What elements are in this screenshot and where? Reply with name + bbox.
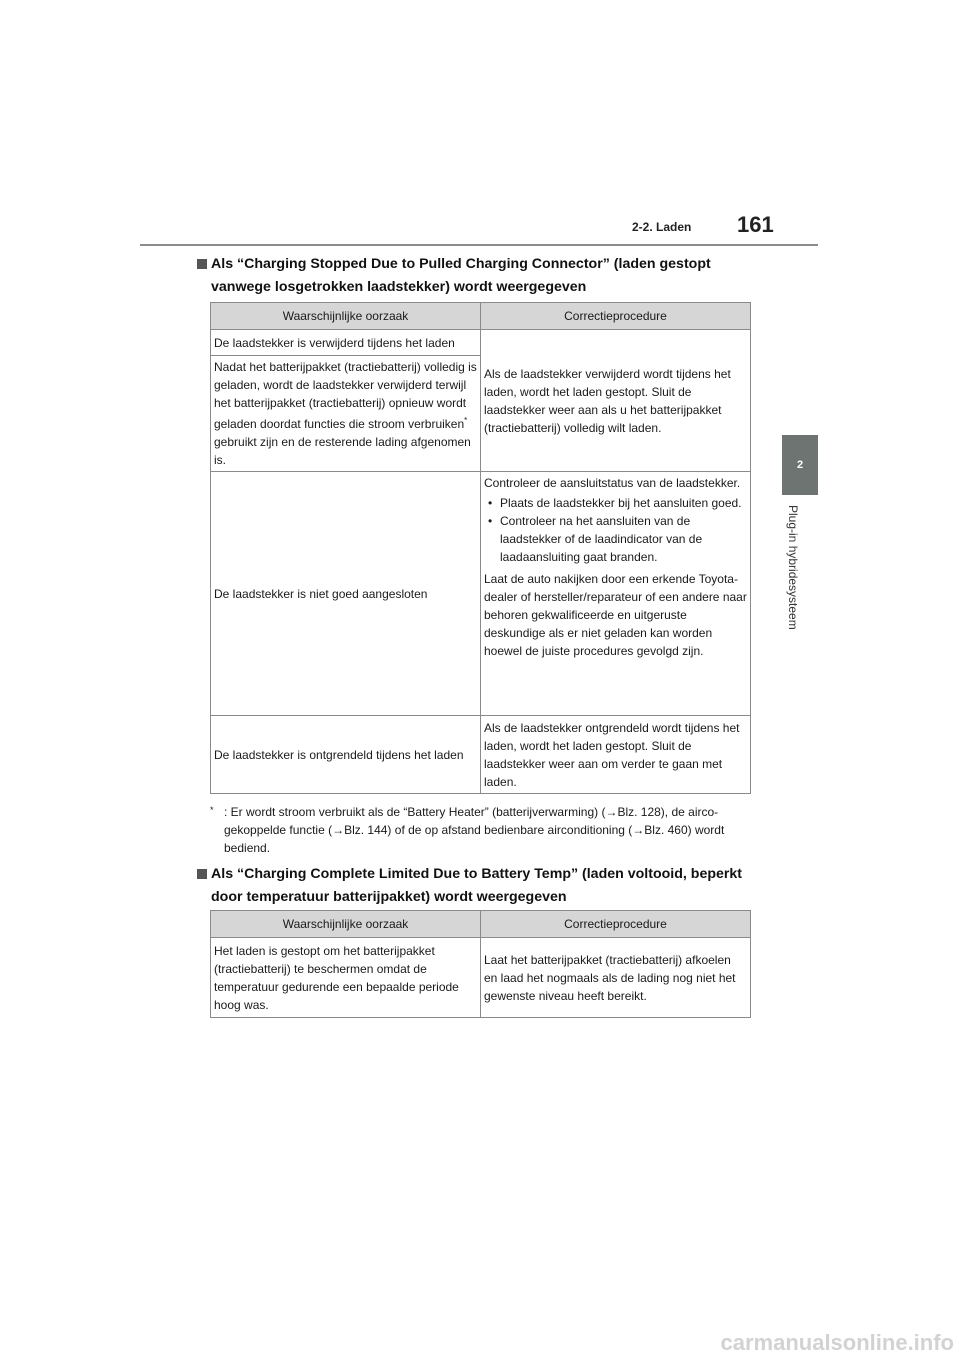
footnote-ref: * — [464, 416, 468, 425]
procedure-intro: Controleer de aansluitstatus van de laadstekker. — [484, 476, 741, 490]
cause-cell: De laadstekker is verwijderd tijdens het laden — [211, 330, 481, 356]
procedure-list — [484, 494, 747, 566]
table-row — [211, 472, 751, 716]
list-item: • Controleer na het aansluiten van de laadstekker of de laadindicator van de laadaansluiting gaat branden. — [500, 512, 747, 566]
square-bullet-icon — [197, 869, 207, 879]
section-title: 2-2. Laden — [632, 220, 692, 234]
table-row — [211, 716, 751, 794]
procedure-cell: Laat het batterijpakket (tractiebatterij) afkoelen en laad het nogmaals als de lading nog niet het gewenste niveau heeft bereikt. — [481, 938, 751, 1018]
page-number: 161 — [737, 212, 774, 237]
procedure-cell: Als de laadstekker ontgrendeld wordt tijdens het laden, wordt het laden gestopt. Sluit de laadstekker weer aan om verder te gaan met laden. — [481, 716, 751, 794]
watermark — [0, 1332, 960, 1358]
cause-text: gebruikt zijn en de resterende lading afgenomen is. — [214, 435, 471, 467]
procedure-cell: Als de laadstekker verwijderd wordt tijdens het laden, wordt het laden gestopt. Sluit de laadstekker weer aan als u het batterijpakket (tractiebatterij) volledig wilt laden. — [481, 330, 751, 472]
cause-cell — [211, 356, 481, 472]
header-divider — [140, 244, 818, 246]
section2-heading — [211, 863, 771, 909]
footnote — [210, 803, 755, 857]
footnote-text: : Er wordt stroom verbruikt als de “Battery Heater” (batterijverwarming) (→Blz. 128), de airco-gekoppelde functie (→Blz. 144) of de op afstand bedienbare airconditioning (→Blz. 460) wordt bediend. — [224, 805, 725, 855]
procedure-outro: Laat de auto nakijken door een erkende Toyota-dealer of hersteller/reparateur of een andere naar behoren gekwalificeerde en uitgeruste deskundige als er niet geladen kan worden hoewel de juiste procedures gevolgd zijn. — [484, 572, 747, 658]
section1-table — [210, 302, 751, 794]
section1-heading — [211, 253, 771, 299]
cause-cell: Het laden is gestopt om het batterijpakket (tractiebatterij) te beschermen omdat de temperatuur gedurende een bepaalde periode hoog was. — [211, 938, 481, 1018]
section2-heading-text: Als “Charging Complete Limited Due to Battery Temp” (laden voltooid, beperkt door temperatuur batterijpakket) wordt weergegeven — [211, 866, 743, 905]
column-header-cause: Waarschijnlijke oorzaak — [211, 303, 481, 330]
cause-cell: De laadstekker is ontgrendeld tijdens het laden — [211, 716, 481, 794]
column-header-procedure: Correctieprocedure — [481, 911, 751, 938]
chapter-tab: 2 — [782, 435, 818, 495]
chapter-label — [786, 505, 802, 645]
section1-heading-text: Als “Charging Stopped Due to Pulled Charging Connector” (laden gestopt vanwege losgetrokken laadstekker) wordt weergegeven — [211, 256, 711, 295]
section2-table — [210, 910, 751, 1018]
cause-cell: De laadstekker is niet goed aangesloten — [211, 472, 481, 716]
table-row — [211, 330, 751, 356]
table-row — [211, 938, 751, 1018]
watermark-text: carmanualsonline.info — [720, 1330, 954, 1355]
table-header-row — [211, 303, 751, 330]
chapter-label-text: Plug-in hybridesysteem — [786, 505, 800, 630]
footnote-mark: * — [210, 805, 214, 815]
table-header-row — [211, 911, 751, 938]
column-header-cause: Waarschijnlijke oorzaak — [211, 911, 481, 938]
cause-text: Nadat het batterijpakket (tractiebatterij) volledig is geladen, wordt de laadstekker verwijderd terwijl het batterijpakket (tractiebatterij) opnieuw wordt geladen doordat functies die stroom verbruiken — [214, 360, 477, 431]
procedure-cell — [481, 472, 751, 716]
square-bullet-icon — [197, 259, 207, 269]
list-item: • Plaats de laadstekker bij het aansluiten goed. — [500, 494, 747, 512]
column-header-procedure: Correctieprocedure — [481, 303, 751, 330]
